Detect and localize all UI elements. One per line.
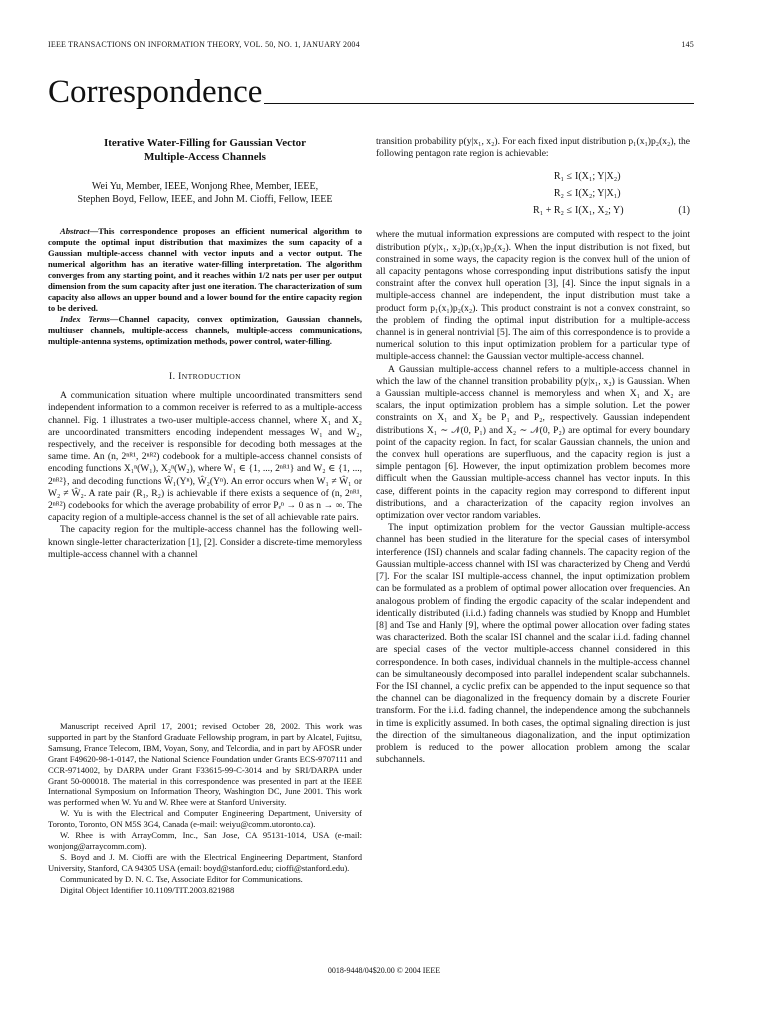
equation-1 [376, 168, 690, 219]
journal-citation: IEEE TRANSACTIONS ON INFORMATION THEORY, VOL. 50, NO. 1, JANUARY 2004 [48, 40, 360, 49]
equation-lhs: R₁ ≤ [553, 171, 572, 183]
author-line-2: Stephen Boyd, Fellow, IEEE, and John M. Cioffi, Fellow, IEEE [77, 194, 333, 205]
equation-lhs: R₂ ≤ [553, 188, 572, 200]
abstract-label: Abstract— [60, 226, 99, 236]
index-terms [48, 314, 362, 347]
author-line-1: Wei Yu, Member, IEEE, Wonjong Rhee, Member, IEEE, [91, 181, 319, 192]
footnote-yu: W. Yu is with the Electrical and Computer Engineering Department, University of Toronto, Toronto, ON M5S 3G4, Canada (e-mail: weiyu@comm.utoronto.ca). [48, 808, 362, 830]
intro-paragraph-1: A communication situation where multiple uncoordinated transmitters send independent information to a common receiver is referred to as a multiple-access channel. Fig. 1 illustrates a two-user multiple-access channel, where X₁ and X₂ are uncoordinated transmitters encoding independent messages W₁ and W₂, respectively, and the receiver is responsible for decoding both messages at the same time. An (n, 2ⁿᴿ¹, 2ⁿᴿ²) codebook for a multiple-access channel consists of encoding functions X₁ⁿ(W₁), X₂ⁿ(W₂), where W₁ ∈ {1, ..., 2ⁿᴿ¹} and W₂ ∈ {1, ..., 2ⁿᴿ²}, and decoding functions Ŵ₁(Yⁿ), Ŵ₂(Yⁿ). An error occurs when W₁ ≠ Ŵ₁ or W₂ ≠ Ŵ₂. A rate pair (R₁, R₂) is achievable if there exists a sequence of (n, 2ⁿᴿ¹, 2ⁿᴿ²) codebooks for which the average probability of error Pₑⁿ → 0 as n → ∞. The capacity region of a multiple-access channel is the set of all achievable rate pairs. [48, 390, 362, 524]
right-intro-paragraph: transition probability p(y|x₁, x₂). For each fixed input distribution p₁(x₁)p₂(x₂), the following pentagon rate region is achievable: [376, 136, 690, 160]
abstract [48, 226, 362, 314]
equation-rhs: I(X₁; Y|X₂) [575, 171, 621, 183]
equation-row [376, 185, 690, 202]
section-label-text: Correspondence [48, 74, 263, 110]
author-list [48, 180, 362, 206]
intro-paragraph-2: The capacity region for the multiple-access channel has the following well-known single-letter characterization [1], [2]. Consider a discrete-time memoryless multiple-access channel with a channel [48, 524, 362, 560]
paper-title-line-2: Multiple-Access Channels [144, 151, 266, 163]
section-heading-introduction [48, 371, 362, 383]
abstract-text: This correspondence proposes an efficient numerical algorithm to compute the optimal input distribution that maximizes the sum capacity of a Gaussian multiple-access channel with vector inputs and a vector output. The numerical algorithm has an iterative water-filling interpretation. The algorithm converges from any starting point, and it reaches within 1/2 nats per user per output dimension from the sum capacity after just one iteration. The characterization of sum capacity also allows an upper bound and a lower bound for the entire capacity region to be derived. [48, 226, 362, 313]
index-terms-label: Index Terms— [60, 314, 119, 324]
footnote-rhee: W. Rhee is with ArrayComm, Inc., San Jose, CA 95131-1014, USA (e-mail: wonjong@arraycomm.com). [48, 830, 362, 851]
right-paragraph-3: The input optimization problem for the vector Gaussian multiple-access channel has been studied in the literature for the special cases of intersymbol interference (ISI) channels and scalar fading channels. The capacity region of the Gaussian multiple-access channel with ISI was characterized by Cheng and Verdú [7]. For the scalar ISI multiple-access channel, the input optimization problem can be formulated as a problem of optimal power allocation over frequencies. An analogous problem of finding the ergodic capacity of the scalar independent and identically distributed (i.i.d.) fading channels was studied by Knopp and Humblet [8] and Tse and Hanly [9], where the optimal power allocation over fading states was characterized. Both the scalar ISI channel and the scalar i.i.d. fading channel are special cases of the vector multiple-access channel considered in this correspondence. In both cases, individual channels in the multiple-access channel can be simultaneously decomposed into parallel independent scalar subchannels. For the ISI channel, a cyclic prefix can be appended to the input sequence so that the channel can be diagonalized in the frequency domain by a discrete Fourier transform. For the i.i.d. fading channel, the independence among the subchannels in time is explicitly assumed. In both cases, the optimal signaling direction is just the direction of the simultaneous diagonalization, and the input optimization problem is reduced to the power allocation problem among the scalar subchannels. [376, 522, 690, 766]
footnote-communicated: Communicated by D. N. C. Tse, Associate Editor for Communications. [60, 873, 303, 884]
right-paragraph-1: where the mutual information expressions are computed with respect to the joint distribution p(y|x₁, x₂)p₁(x₁)p₂(x₂). When the input distribution is not fixed, but constrained in some ways, the capacity region is the convex hull of the union of all capacity pentagons whose corresponding input distributions satisfy the input constraint after the convex hull operation [3], [4]. Since the input signals in a multiple-access channel are independent, the input distribution must take a product form p₁(x₁)p₂(x₂). This product constraint is not a convex constraint, so the problem of finding the optimal input distribution for a multiple-access channel is in general nontrivial [5]. The aim of this correspondence is to provide a numerical solution to this input optimization problem for a particular type of multiple-access channel: the Gaussian vector multiple-access channel. [376, 229, 690, 363]
equation-number: (1) [678, 205, 690, 217]
equation-rhs: I(X₂; Y|X₁) [575, 188, 621, 200]
footnote-manuscript: Manuscript received April 17, 2001; revised October 28, 2002. This work was supported in part by the Stanford Graduate Fellowship program, in part by Alcatel, Fujitsu, Samsung, France Telecom, IBM, Voyan, Sony, and Telcordia, and in part by AFOSR under Grant F49620-98-1-0147, the National Science Foundation under Grants ECS-9707111 and CCR-9714002, by DARPA under Grant F33615-99-C-3014 and by SRI/DARPA under Grant 50-000018. The material in this correspondence was presented in part at the IEEE International Symposium on Information Theory, Washington DC, June 2001. This work was performed when W. Yu and W. Rhee were at Stanford University. [48, 721, 362, 808]
section-heading-rest: NTRODUCTION [181, 372, 241, 381]
footnote-boyd-cioffi: S. Boyd and J. M. Cioffi are with the Electrical Engineering Department, Stanford University, Stanford, CA 94305 USA (email: boyd@stanford.edu; cioffi@stanford.edu). [48, 851, 362, 873]
paper-title [48, 136, 362, 164]
footnotes [48, 721, 362, 896]
index-terms-text: Channel capacity, convex optimization, Gaussian channels, multiuser channels, multiple-access channels, multiple-access communications, multiple-antenna systems, optimization methods, power control, water-filling. [48, 314, 362, 346]
section-heading-numeral: I. I [169, 371, 182, 382]
equation-row [376, 168, 690, 185]
running-header [48, 40, 694, 52]
equation-row [376, 202, 690, 219]
paper-title-line-1: Iterative Water-Filling for Gaussian Vector [103, 137, 307, 149]
section-label [48, 74, 694, 110]
right-paragraph-2: A Gaussian multiple-access channel refers to a multiple-access channel in which the law of the channel transition probability p(y|x₁, x₂) is Gaussian. When a Gaussian multiple-access channel is memoryless and when X₁ and X₂ are scalars, the input optimization problem has a simple solution. Let the power constraints on X₁ and X₂ be P₁ and P₂, respectively. Gaussian independent distributions X₁ ∼ 𝒩(0, P₁) and X₂ ∼ 𝒩(0, P₂) are optimal for every boundary point of the capacity region. In fact, for scalar Gaussian channels, the union and the convex hull operations are superfluous, and the capacity region is just a simple pentagon [6]. However, the input optimization problem becomes more difficult when the Gaussian multiple-access channel has vector inputs. In this case, different points in the capacity region may correspond to different input distributions, and a characterization of the capacity region involves an optimization over vector random variables. [376, 363, 690, 522]
right-column [376, 136, 690, 766]
page-number: 145 [681, 40, 694, 49]
copyright-footer: 0018-9448/04$20.00 © 2004 IEEE [327, 966, 441, 975]
equation-rhs: I(X₁, X₂; Y) [575, 205, 624, 217]
footnote-doi: Digital Object Identifier 10.1109/TIT.2003.821988 [60, 884, 235, 895]
equation-lhs: R₁ + R₂ ≤ [533, 205, 572, 217]
left-column [48, 136, 362, 561]
